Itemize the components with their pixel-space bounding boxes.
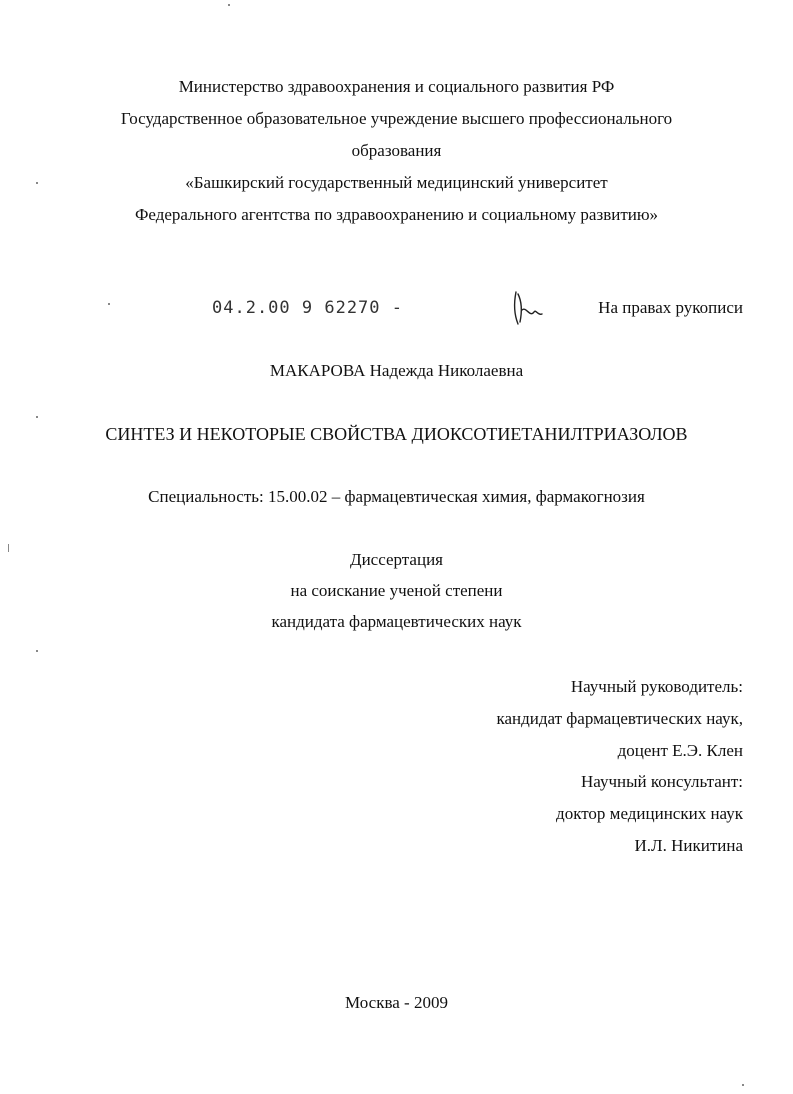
dissertation-title: СИНТЕЗ И НЕКОТОРЫЕ СВОЙСТВА ДИОКСОТИЕТАНИЛТРИАЗОЛОВ	[105, 424, 688, 444]
specialty-line: Специальность: 15.00.02 – фармацевтическая химия, фармакогнозия	[148, 487, 645, 506]
scan-speck	[36, 416, 38, 418]
supervisor-heading: Научный руководитель:	[570, 677, 743, 696]
university-line-2: Федерального агентства по здравоохранению и социальному развитию»	[134, 205, 659, 224]
consultant-heading: Научный консультант:	[581, 772, 743, 791]
supervisor-degree: кандидат фармацевтических наук,	[496, 709, 743, 728]
city-year: Москва - 2009	[345, 993, 448, 1012]
institution-line-2: образования	[351, 141, 442, 160]
degree-line-1: Диссертация	[349, 550, 443, 569]
manuscript-note: На правах рукописи	[598, 298, 743, 317]
institution-line-1: Государственное образовательное учреждение высшего профессионального	[120, 109, 673, 128]
ministry-line: Министерство здравоохранения и социального развития РФ	[178, 77, 615, 96]
author-name: МАКАРОВА Надежда Николаевна	[269, 361, 524, 380]
consultant-name: И.Л. Никитина	[634, 836, 743, 855]
degree-line-2: на соискание ученой степени	[290, 581, 503, 600]
consultant-degree: доктор медицинских наук	[556, 804, 743, 823]
signature-mark	[508, 288, 548, 328]
supervisor-name: доцент Е.Э. Клен	[617, 741, 743, 760]
scan-speck	[742, 1084, 744, 1086]
scan-speck	[36, 650, 38, 652]
scan-speck	[228, 4, 230, 6]
degree-line-3: кандидата фармацевтических наук	[271, 612, 522, 631]
scan-speck	[8, 544, 9, 552]
registration-number: 04.2.00 9 62270 -	[212, 298, 403, 318]
university-line-1: «Башкирский государственный медицинский университет	[185, 173, 608, 192]
scan-speck	[36, 182, 38, 184]
scan-speck	[108, 303, 110, 305]
